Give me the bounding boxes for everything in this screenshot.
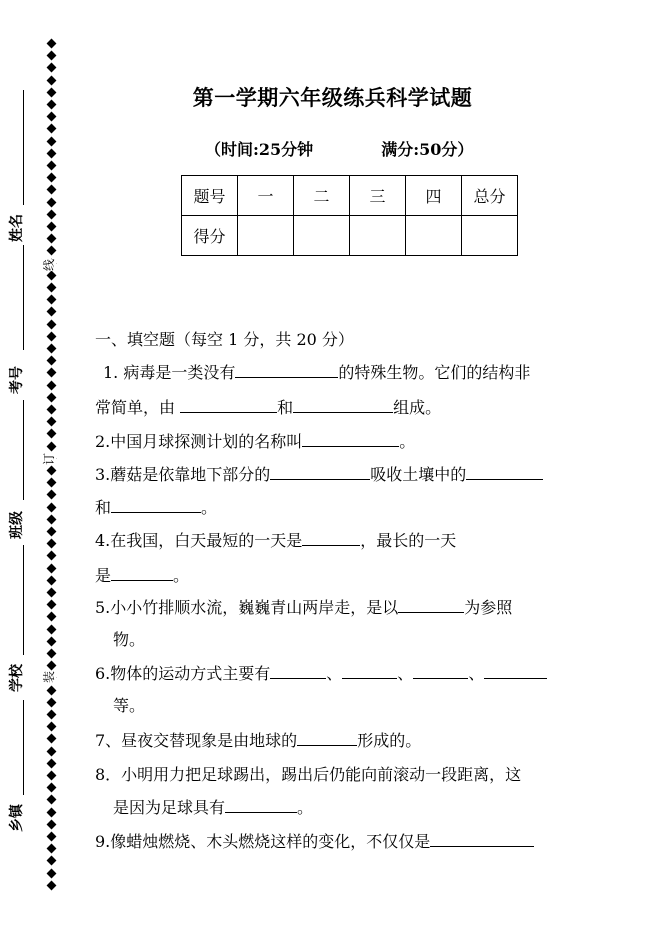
score-table-cell: 四 xyxy=(406,176,462,216)
binding-diamond xyxy=(47,197,57,207)
binding-diamond xyxy=(47,819,57,829)
binding-diamond xyxy=(47,234,57,244)
binding-diamond xyxy=(47,392,57,402)
question-9: 9.像蜡烛燃烧、木头燃烧这样的变化，不仅仅是 xyxy=(95,829,534,852)
binding-diamond xyxy=(47,209,57,219)
binding-diamond xyxy=(47,246,57,256)
binding-diamond xyxy=(47,466,57,476)
binding-diamond xyxy=(47,490,57,500)
score-table-header-row xyxy=(182,176,518,216)
score-input-cell[interactable] xyxy=(294,216,350,256)
answer-blank[interactable] xyxy=(342,663,397,679)
question-1-line-1: 1. 病毒是一类没有 的特殊生物。它们的结构非 xyxy=(103,363,531,382)
binding-diamond xyxy=(47,588,57,598)
exam-subtitle xyxy=(205,137,473,160)
binding-line-char: 线 xyxy=(42,258,57,272)
class-label: 班级 xyxy=(9,511,25,539)
answer-blank[interactable] xyxy=(484,663,547,679)
question-3-line-1: 3.蘑菇是依靠地下部分的 吸收土壤中的 xyxy=(95,462,543,485)
binding-diamond xyxy=(47,807,57,817)
binding-diamond xyxy=(47,649,57,659)
name-label: 姓名 xyxy=(9,214,25,242)
binding-diamond xyxy=(47,112,57,122)
binding-diamond xyxy=(47,746,57,756)
binding-diamond xyxy=(47,148,57,158)
question-8-line-2: 是因为足球具有 。 xyxy=(113,798,314,817)
class-fill-line xyxy=(23,400,24,500)
binding-diamond xyxy=(47,502,57,512)
binding-diamond xyxy=(47,832,57,842)
binding-diamond xyxy=(47,734,57,744)
binding-diamond xyxy=(47,331,57,341)
binding-diamond xyxy=(47,710,57,720)
answer-blank[interactable] xyxy=(413,663,468,679)
question-2: 2.中国月球探测计划的名称叫 。 xyxy=(95,432,416,451)
question-6-line-2: 等。 xyxy=(113,696,146,715)
binding-diamond xyxy=(47,539,57,549)
question-1-line-2: 常简单，由 和 组成。 xyxy=(95,398,442,417)
binding-diamond xyxy=(47,478,57,488)
binding-diamond xyxy=(47,783,57,793)
question-4-line-1: 4.在我国，白天最短的一天是 ，最长的一天 xyxy=(95,531,457,550)
score-table-cell: 总分 xyxy=(462,176,518,216)
exam-full-score: 满分:50分） xyxy=(381,140,474,159)
binding-diamond xyxy=(47,600,57,610)
exam-title: 第一学期六年级练兵科学试题 xyxy=(192,85,473,110)
exam-no-label: 考号 xyxy=(9,366,25,394)
question-4-line-2: 是 。 xyxy=(95,566,190,585)
binding-diamond xyxy=(47,380,57,390)
binding-diamond xyxy=(47,429,57,439)
binding-install-char: 装 xyxy=(42,670,57,684)
exam-no-fill-line xyxy=(23,245,24,350)
answer-blank[interactable] xyxy=(302,431,399,447)
answer-blank[interactable] xyxy=(235,362,338,378)
question-5-line-1: 5.小小竹排顺水流，巍巍青山两岸走，是以 为参照 xyxy=(95,598,513,617)
binding-diamond xyxy=(47,685,57,695)
question-5-line-2: 物。 xyxy=(113,630,146,649)
binding-diamond xyxy=(47,63,57,73)
town-label: 乡镇 xyxy=(9,804,25,832)
score-table-cell: 二 xyxy=(294,176,350,216)
binding-diamond xyxy=(47,405,57,415)
binding-diamond xyxy=(47,441,57,451)
score-table-cell: 题号 xyxy=(182,176,238,216)
answer-blank[interactable] xyxy=(111,497,201,513)
binding-diamond xyxy=(47,173,57,183)
score-input-cell[interactable] xyxy=(462,216,518,256)
score-input-cell[interactable] xyxy=(406,216,462,256)
question-7: 7、昼夜交替现象是由地球的 形成的。 xyxy=(95,731,422,750)
binding-diamond xyxy=(47,51,57,61)
binding-diamond xyxy=(47,612,57,622)
binding-diamond xyxy=(47,868,57,878)
answer-blank[interactable] xyxy=(466,464,543,480)
answer-blank[interactable] xyxy=(430,831,534,847)
binding-diamond xyxy=(47,771,57,781)
score-input-cell[interactable] xyxy=(238,216,294,256)
school-fill-line xyxy=(23,545,24,655)
binding-diamond xyxy=(47,222,57,232)
question-8-line-1: 8．小明用力把足球踢出，踢出后仍能向前滚动一段距离，这 xyxy=(95,765,522,784)
binding-diamond xyxy=(47,319,57,329)
binding-diamond xyxy=(47,344,57,354)
score-table-cell: 得分 xyxy=(182,216,238,256)
binding-diamond xyxy=(47,551,57,561)
answer-blank[interactable] xyxy=(398,597,464,613)
binding-diamond xyxy=(47,185,57,195)
binding-diamond xyxy=(47,417,57,427)
binding-diamond xyxy=(47,758,57,768)
binding-diamond xyxy=(47,575,57,585)
binding-order-char: 订 xyxy=(42,452,57,466)
score-table xyxy=(181,175,518,256)
binding-diamond xyxy=(47,880,57,890)
section-heading: 一、填空题（每空 1 分，共 20 分） xyxy=(95,330,354,349)
binding-diamond xyxy=(47,514,57,524)
binding-diamond xyxy=(47,356,57,366)
answer-blank[interactable] xyxy=(293,397,393,413)
binding-diamond xyxy=(47,856,57,866)
answer-blank[interactable] xyxy=(297,730,357,746)
binding-diamond xyxy=(47,722,57,732)
binding-diamond xyxy=(47,697,57,707)
binding-diamond xyxy=(47,270,57,280)
binding-diamond xyxy=(47,636,57,646)
score-table-cell: 三 xyxy=(350,176,406,216)
answer-blank[interactable] xyxy=(225,797,297,813)
binding-diamond xyxy=(47,161,57,171)
binding-diamond xyxy=(47,136,57,146)
town-fill-line xyxy=(23,700,24,795)
exam-time: （时间:25分钟 xyxy=(205,140,314,159)
binding-diamond xyxy=(47,307,57,317)
binding-diamond xyxy=(47,527,57,537)
binding-diamond xyxy=(47,124,57,134)
answer-blank[interactable] xyxy=(180,397,277,413)
binding-diamond xyxy=(47,39,57,49)
question-3-line-2: 和 。 xyxy=(95,498,218,517)
binding-diamond xyxy=(47,563,57,573)
answer-blank[interactable] xyxy=(302,530,360,546)
school-label: 学校 xyxy=(9,664,25,692)
binding-diamond xyxy=(47,624,57,634)
score-table-score-row xyxy=(182,216,518,256)
binding-diamond xyxy=(47,283,57,293)
answer-blank[interactable] xyxy=(111,565,173,581)
binding-diamond xyxy=(47,661,57,671)
answer-blank[interactable] xyxy=(270,464,370,480)
binding-diamond xyxy=(47,368,57,378)
binding-diamond xyxy=(47,844,57,854)
score-table-cell: 一 xyxy=(238,176,294,216)
answer-blank[interactable] xyxy=(270,663,326,679)
binding-diamond xyxy=(47,295,57,305)
question-6-line-1: 6.物体的运动方式主要有 、 、 、 xyxy=(95,661,547,684)
score-input-cell[interactable] xyxy=(350,216,406,256)
binding-diamond xyxy=(47,795,57,805)
